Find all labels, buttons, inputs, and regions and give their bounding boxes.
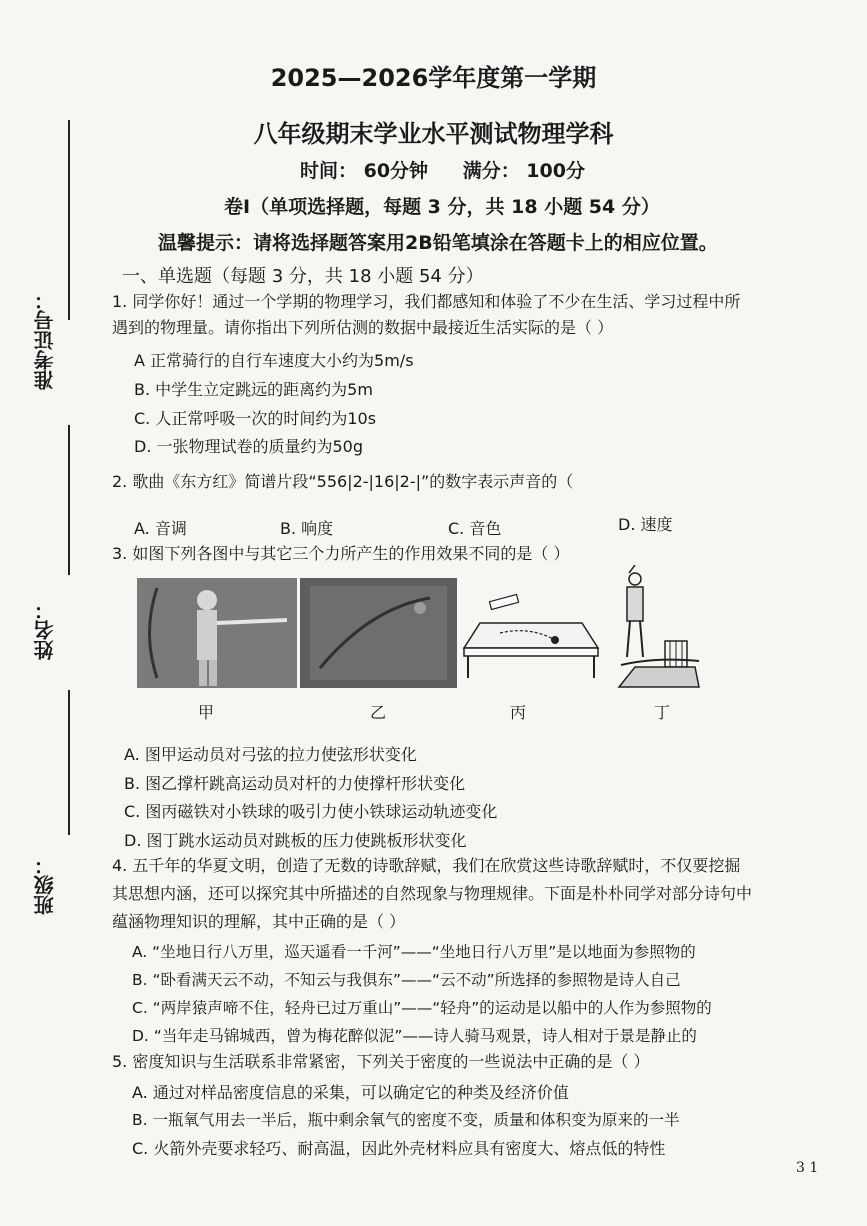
magnet-ball-image xyxy=(460,578,602,688)
caption-ding: 丁 xyxy=(654,703,671,722)
q3-option-d: D. 图丁跳水运动员对跳板的压力使跳板形状变化 xyxy=(124,831,467,850)
exam-time: 时间： 60分钟 xyxy=(300,160,429,182)
q2-option-a: A. 音调 xyxy=(134,519,187,538)
caption-jia: 甲 xyxy=(198,703,215,722)
q2-stem: 2. 歌曲《东方红》简谱片段“556|2-|16|2-|”的数字表示声音的（ xyxy=(112,472,574,491)
q5-option-c: C. 火箭外壳要求轻巧、耐高温，因此外壳材料应具有密度大、熔点低的特性 xyxy=(132,1139,666,1158)
exam-id-label: 准考证号： xyxy=(33,290,57,390)
q1-option-a: A 正常骑行的自行车速度大小约为5m/s xyxy=(134,351,414,370)
q4-option-d: D. “当年走马锦城西，曾为梅花醉似泥”——诗人骑马观景，诗人相对于景是静止的 xyxy=(132,1027,697,1045)
class-label: 班级： xyxy=(33,855,57,915)
q4-option-a: A. “坐地日行八万里，巡天遥看一千河”——“坐地日行八万里”是以地面为参照物的 xyxy=(132,943,696,961)
pole-vault-figure xyxy=(300,578,457,688)
q4-option-c: C. “两岸猿声啼不住，轻舟已过万重山”——“轻舟”的运动是以船中的人作为参照物的 xyxy=(132,999,712,1017)
q3-option-a: A. 图甲运动员对弓弦的拉力使弦形状变化 xyxy=(124,745,417,764)
q4-stem-line1: 4. 五千年的华夏文明，创造了无数的诗歌辞赋，我们在欣赏这些诗歌辞赋时，不仅要挖掘 xyxy=(112,856,741,875)
section-heading: 一、单选题（每题 3 分，共 18 小题 54 分） xyxy=(122,266,484,287)
q3-option-c: C. 图丙磁铁对小铁球的吸引力使小铁球运动轨迹变化 xyxy=(124,802,498,821)
page-number: 3 1 xyxy=(796,1160,819,1176)
exam-meta xyxy=(300,156,613,183)
q2-option-c: C. 音色 xyxy=(448,519,502,538)
q2-option-d: D. 速度 xyxy=(618,515,673,534)
q1-option-b: B. 中学生立定跳远的距离约为5m xyxy=(134,380,373,399)
q4-stem-line2: 其思想内涵，还可以探究其中所描述的自然现象与物理规律。下面是朴朴同学对部分诗句中 xyxy=(112,884,753,903)
caption-yi: 乙 xyxy=(370,703,387,722)
exam-full-score: 满分： 100分 xyxy=(462,160,585,182)
name-label: 姓名： xyxy=(33,600,57,660)
magnet-table-figure xyxy=(460,578,602,688)
archer-image xyxy=(137,578,297,688)
q5-option-b: B. 一瓶氧气用去一半后，瓶中剩余氧气的密度不变，质量和体积变为原来的一半 xyxy=(132,1111,680,1129)
q5-stem: 5. 密度知识与生活联系非常紧密，下列关于密度的一些说法中正确的是（ ） xyxy=(112,1052,650,1071)
q2-option-b: B. 响度 xyxy=(280,519,334,538)
diver-figure xyxy=(615,565,700,693)
binding-line xyxy=(68,425,70,575)
q4-stem-line3: 蕴涵物理知识的理解，其中正确的是（ ） xyxy=(112,912,406,931)
q3-option-b: B. 图乙撑杆跳高运动员对杆的力使撑杆形状变化 xyxy=(124,774,466,793)
diver-image xyxy=(615,565,700,693)
q1-stem-line2: 遇到的物理量。请你指出下列所估测的数据中最接近生活实际的是（ ） xyxy=(112,318,614,337)
q5-option-a: A. 通过对样品密度信息的采集，可以确定它的种类及经济价值 xyxy=(132,1083,569,1102)
q1-stem-line1: 1. 同学你好！通过一个学期的物理学习，我们都感知和体验了不少在生活、学习过程中所 xyxy=(112,292,741,311)
q3-stem: 3. 如图下列各图中与其它三个力所产生的作用效果不同的是（ ） xyxy=(112,544,570,563)
q1-option-c: C. 人正常呼吸一次的时间约为10s xyxy=(134,409,377,428)
q1-option-d: D. 一张物理试卷的质量约为50g xyxy=(134,437,364,456)
exam-year-title: 2025—2026学年度第一学期 xyxy=(270,64,597,92)
volume-heading: 卷Ⅰ（单项选择题，每题 3 分，共 18 小题 54 分） xyxy=(224,196,660,218)
pole-vault-image xyxy=(300,578,457,688)
exam-subject-title: 八年级期末学业水平测试物理学科 xyxy=(253,120,614,148)
exam-tip: 温馨提示：请将选择题答案用2B铅笔填涂在答题卡上的相应位置。 xyxy=(158,232,718,254)
archer-figure xyxy=(137,578,297,688)
binding-line xyxy=(68,690,70,835)
caption-bing: 丙 xyxy=(510,703,527,722)
q4-option-b: B. “卧看满天云不动，不知云与我俱东”——“云不动”所选择的参照物是诗人自己 xyxy=(132,971,681,989)
